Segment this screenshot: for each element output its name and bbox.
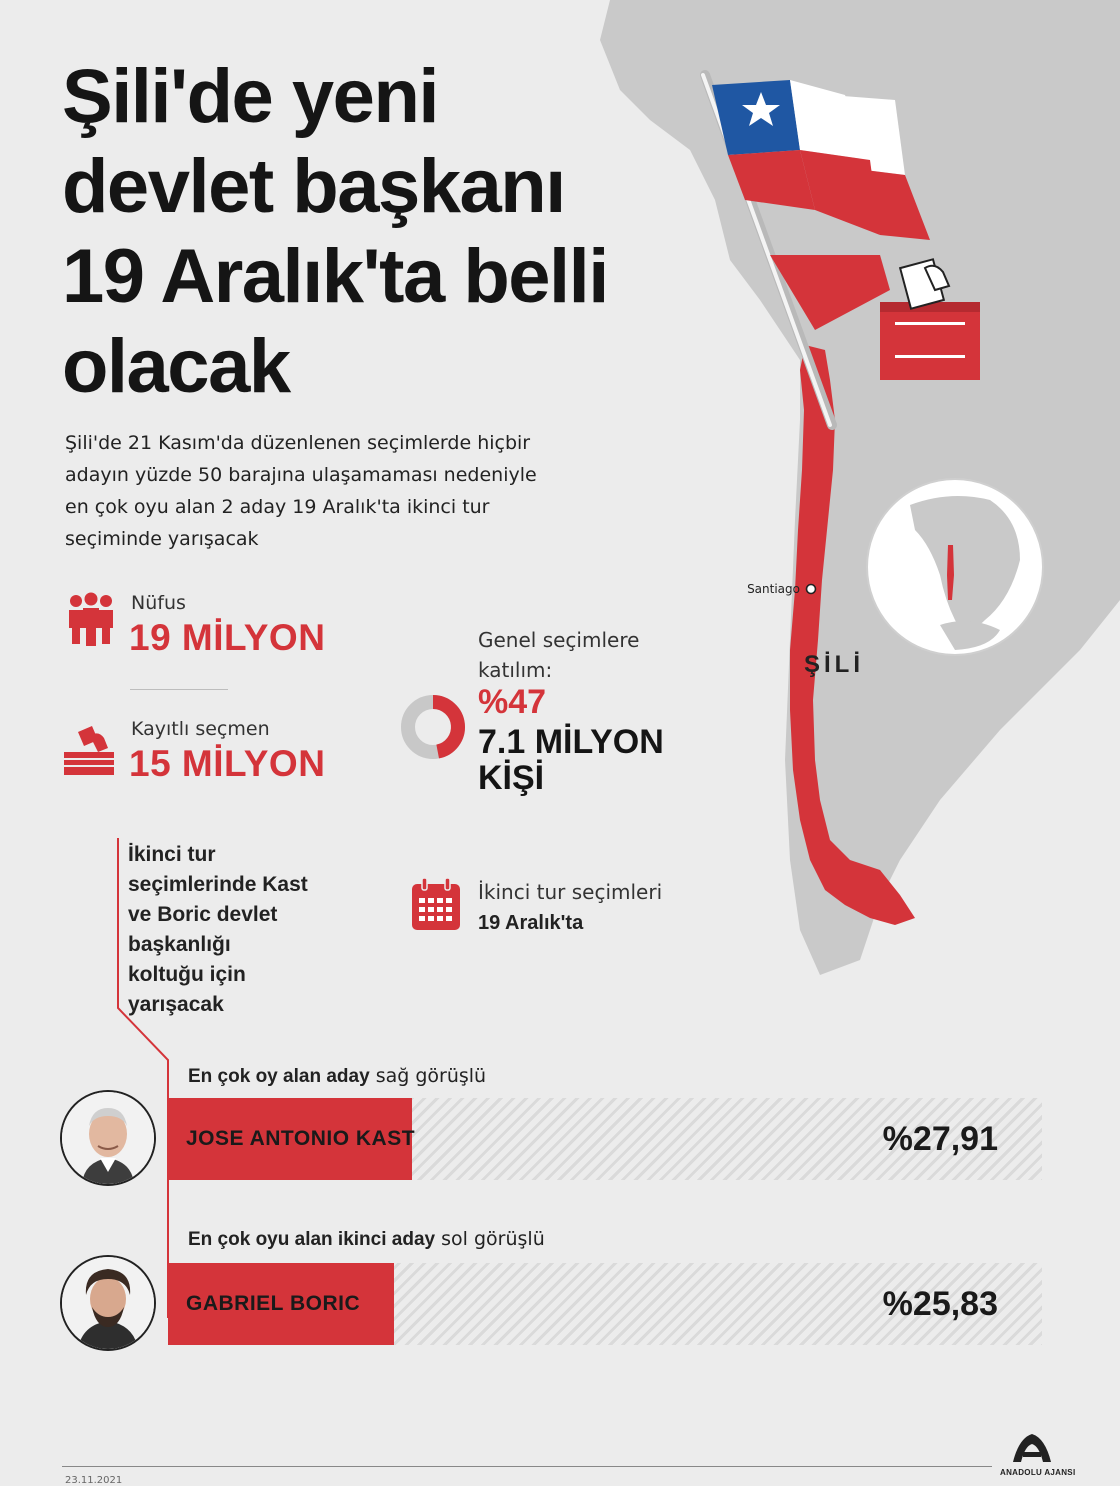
race-line: seçimlerinde Kast bbox=[128, 873, 308, 896]
candidate-caption-bold: En çok oyu alan ikinci aday bbox=[188, 1229, 436, 1250]
aa-logo bbox=[1000, 1430, 1076, 1477]
footer-line bbox=[62, 1466, 992, 1467]
candidate-percent: %27,91 bbox=[882, 1120, 998, 1158]
race-line: İkinci tur bbox=[128, 843, 216, 866]
candidate-percent: %25,83 bbox=[882, 1285, 998, 1323]
divider bbox=[130, 689, 228, 690]
participation-count-line: KİŞİ bbox=[478, 759, 545, 797]
logo-text: ANADOLU AJANSI bbox=[1000, 1468, 1076, 1477]
title-line: 19 Aralık'ta belli bbox=[62, 234, 608, 319]
globe-icon bbox=[867, 479, 1043, 655]
avatar bbox=[60, 1255, 156, 1351]
page-title bbox=[62, 52, 682, 412]
participation-percent: %47 bbox=[478, 683, 547, 721]
participation-count-line: 7.1 MİLYON bbox=[478, 723, 664, 761]
candidate-caption-rest: sağ görüşlü bbox=[375, 1065, 487, 1087]
participation-arc bbox=[433, 702, 458, 752]
candidate-caption bbox=[188, 1228, 545, 1251]
second-round-label: İkinci tur seçimleri bbox=[478, 880, 663, 904]
intro-line: seçiminde yarışacak bbox=[65, 528, 259, 550]
second-round-date: 19 Aralık'ta bbox=[478, 912, 584, 934]
race-description bbox=[128, 840, 368, 1020]
title-line: devlet başkanı bbox=[62, 144, 565, 229]
intro-line: Şili'de 21 Kasım'da düzenlenen seçimlerde hiçbir bbox=[65, 432, 531, 454]
candidate-bar bbox=[168, 1263, 1042, 1345]
participation-count bbox=[478, 724, 664, 796]
candidate-caption-rest: sol görüşlü bbox=[441, 1228, 545, 1250]
race-line: ve Boric devlet bbox=[128, 903, 278, 926]
donut-chart-icon bbox=[398, 692, 468, 762]
candidate-bar bbox=[168, 1098, 1042, 1180]
calendar-icon bbox=[410, 878, 462, 932]
candidate-name: GABRIEL BORIC bbox=[186, 1292, 361, 1315]
race-line: koltuğu için bbox=[128, 963, 246, 986]
candidate-caption bbox=[188, 1065, 486, 1088]
santiago-marker bbox=[807, 585, 816, 594]
candidate-caption-bold: En çok oy alan aday bbox=[188, 1066, 370, 1087]
footer-date: 23.11.2021 bbox=[65, 1475, 123, 1486]
race-line: yarışacak bbox=[128, 993, 224, 1016]
ballot-vote-icon bbox=[60, 722, 118, 778]
intro-line: en çok oyu alan 2 aday 19 Aralık'ta ikinci tur bbox=[65, 496, 490, 518]
city-label: Santiago bbox=[747, 582, 800, 596]
population-label: Nüfus bbox=[131, 592, 186, 614]
participation-label-line: katılım: bbox=[478, 658, 553, 682]
voters-label: Kayıtlı seçmen bbox=[131, 718, 270, 740]
candidate-name: JOSE ANTONIO KAST bbox=[186, 1127, 416, 1150]
race-line: başkanlığı bbox=[128, 933, 231, 956]
intro-paragraph bbox=[65, 427, 595, 555]
intro-line: adayın yüzde 50 barajına ulaşamaması nedeniyle bbox=[65, 464, 537, 486]
population-value: 19 MİLYON bbox=[129, 617, 326, 658]
candidate-portrait bbox=[62, 1092, 154, 1184]
participation-label bbox=[478, 625, 639, 685]
voters-value: 15 MİLYON bbox=[129, 743, 326, 784]
candidate-portrait bbox=[62, 1257, 154, 1349]
avatar bbox=[60, 1090, 156, 1186]
title-line: olacak bbox=[62, 324, 290, 409]
people-icon bbox=[66, 592, 116, 646]
title-line: Şili'de yeni bbox=[62, 54, 438, 139]
participation-label-line: Genel seçimlere bbox=[478, 628, 640, 652]
aa-logo-icon bbox=[1009, 1430, 1055, 1464]
country-label: ŞİLİ bbox=[804, 651, 865, 678]
